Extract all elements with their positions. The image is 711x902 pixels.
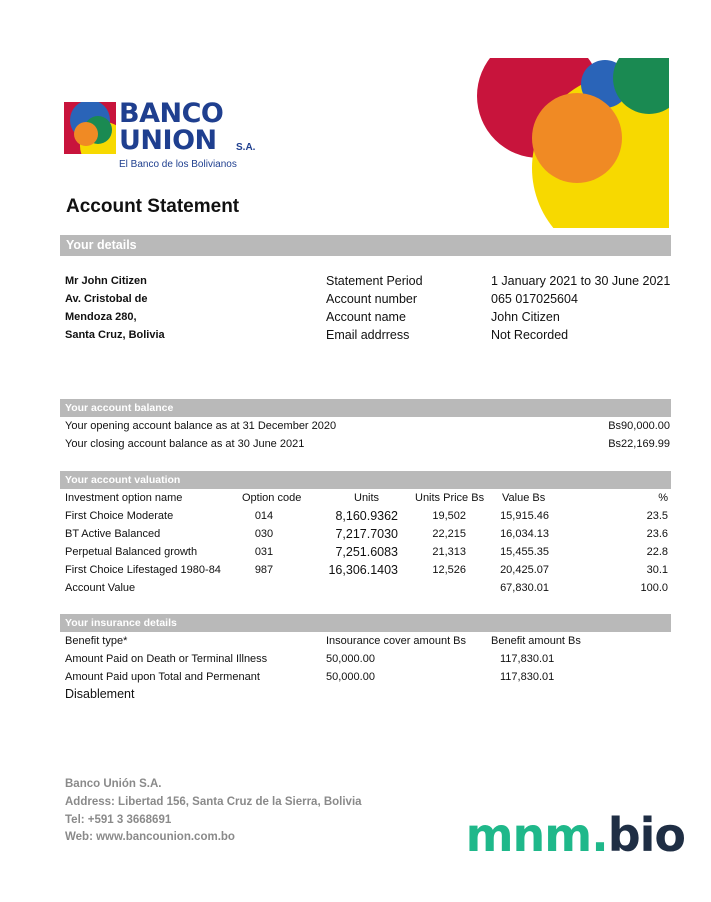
footer-website: Web: www.bancounion.com.bo: [65, 831, 235, 843]
section-header-balance: Your account balance: [60, 399, 671, 417]
watermark-part-2: bio: [607, 808, 685, 862]
account-number-value: 065 017025604: [491, 292, 578, 306]
footer-phone: Tel: +591 3 3668691: [65, 814, 172, 826]
col-header-cover-amount: Insourance cover amount Bs: [326, 635, 467, 647]
bank-logo-wordmark: BANCO UNION: [119, 98, 224, 156]
address-line: Mr John Citizen: [65, 275, 147, 287]
option-units: 7,251.6083: [335, 545, 398, 559]
option-units: 16,306.1403: [328, 563, 398, 577]
opening-balance-label: Your opening account balance as at 31 December 2020: [65, 420, 337, 432]
account-value-total: 67,830.01: [500, 582, 549, 594]
option-code: 031: [254, 546, 274, 558]
option-name: First Choice Lifestaged 1980-84: [65, 564, 221, 576]
benefit-type: Amount Paid upon Total and Permenant: [65, 671, 260, 683]
col-header-price: Units Price Bs: [415, 492, 485, 504]
closing-balance-value: Bs22,169.99: [608, 438, 670, 450]
option-price: 19,502: [432, 510, 466, 522]
cover-amount: 50,000.00: [326, 653, 375, 665]
option-price: 12,526: [432, 564, 466, 576]
cover-amount: 50,000.00: [326, 671, 375, 683]
option-code: 030: [254, 528, 274, 540]
detail-label: Account name: [326, 310, 406, 324]
address-line: Santa Cruz, Bolivia: [65, 329, 165, 341]
option-price: 22,215: [432, 528, 466, 540]
decorative-circles: [477, 58, 669, 228]
document-title: Account Statement: [66, 196, 240, 217]
bank-tagline: El Banco de los Bolivianos: [119, 159, 237, 170]
benefit-amount: 117,830.01: [500, 653, 555, 665]
col-header-code: Option code: [242, 492, 302, 504]
col-header-benefit-amount: Benefit amount Bs: [491, 635, 581, 647]
watermark-part-1: mnm.: [465, 808, 608, 862]
closing-balance-label: Your closing account balance as at 30 June 2021: [65, 438, 305, 450]
account-value-label: Account Value: [65, 582, 136, 594]
option-value: 20,425.07: [500, 564, 549, 576]
detail-label: Account number: [326, 292, 418, 306]
col-header-pct: %: [658, 492, 668, 504]
email-value: Not Recorded: [491, 328, 569, 342]
section-header-details: Your details: [60, 235, 671, 256]
option-code: 987: [254, 564, 274, 576]
statement-period-value: 1 January 2021 to 30 June 2021: [491, 274, 671, 288]
col-header-units: Units: [354, 492, 380, 504]
account-name-value: John Citizen: [491, 310, 560, 324]
bank-logo-mark-icon: [64, 102, 116, 154]
option-value: 15,915.46: [500, 510, 549, 522]
option-name: BT Active Balanced: [65, 528, 161, 540]
option-value: 16,034.13: [500, 528, 549, 540]
footer-bank-name: Banco Unión S.A.: [65, 778, 162, 790]
address-line: Mendoza 280,: [65, 311, 137, 323]
option-units: 8,160.9362: [335, 509, 398, 523]
detail-label: Email addrress: [326, 328, 410, 342]
section-header-insurance: Your insurance details: [60, 614, 671, 632]
option-pct: 30.1: [646, 564, 668, 576]
benefit-type-continuation: Disablement: [65, 687, 135, 701]
bank-logo-suffix: S.A.: [236, 142, 256, 153]
option-units: 7,217.7030: [335, 527, 398, 541]
option-name: Perpetual Balanced growth: [65, 546, 198, 558]
option-pct: 23.6: [646, 528, 668, 540]
watermark-brand: [466, 808, 685, 862]
col-header-benefit-type: Benefit type*: [65, 635, 128, 647]
option-price: 21,313: [432, 546, 466, 558]
footer-address: Address: Libertad 156, Santa Cruz de la Sierra, Bolivia: [65, 796, 362, 808]
detail-label: Statement Period: [326, 274, 423, 288]
benefit-amount: 117,830.01: [500, 671, 555, 683]
bank-logo: [64, 98, 264, 172]
col-header-name: Investment option name: [65, 492, 183, 504]
section-header-valuation: Your account valuation: [60, 471, 671, 489]
option-pct: 22.8: [646, 546, 668, 558]
col-header-value: Value Bs: [502, 492, 546, 504]
account-value-pct: 100.0: [640, 582, 668, 594]
option-name: First Choice Moderate: [65, 510, 174, 522]
address-line: Av. Cristobal de: [65, 293, 148, 305]
option-code: 014: [254, 510, 274, 522]
opening-balance-value: Bs90,000.00: [608, 420, 670, 432]
option-pct: 23.5: [646, 510, 668, 522]
benefit-type: Amount Paid on Death or Terminal Illness: [65, 653, 268, 665]
option-value: 15,455.35: [500, 546, 549, 558]
